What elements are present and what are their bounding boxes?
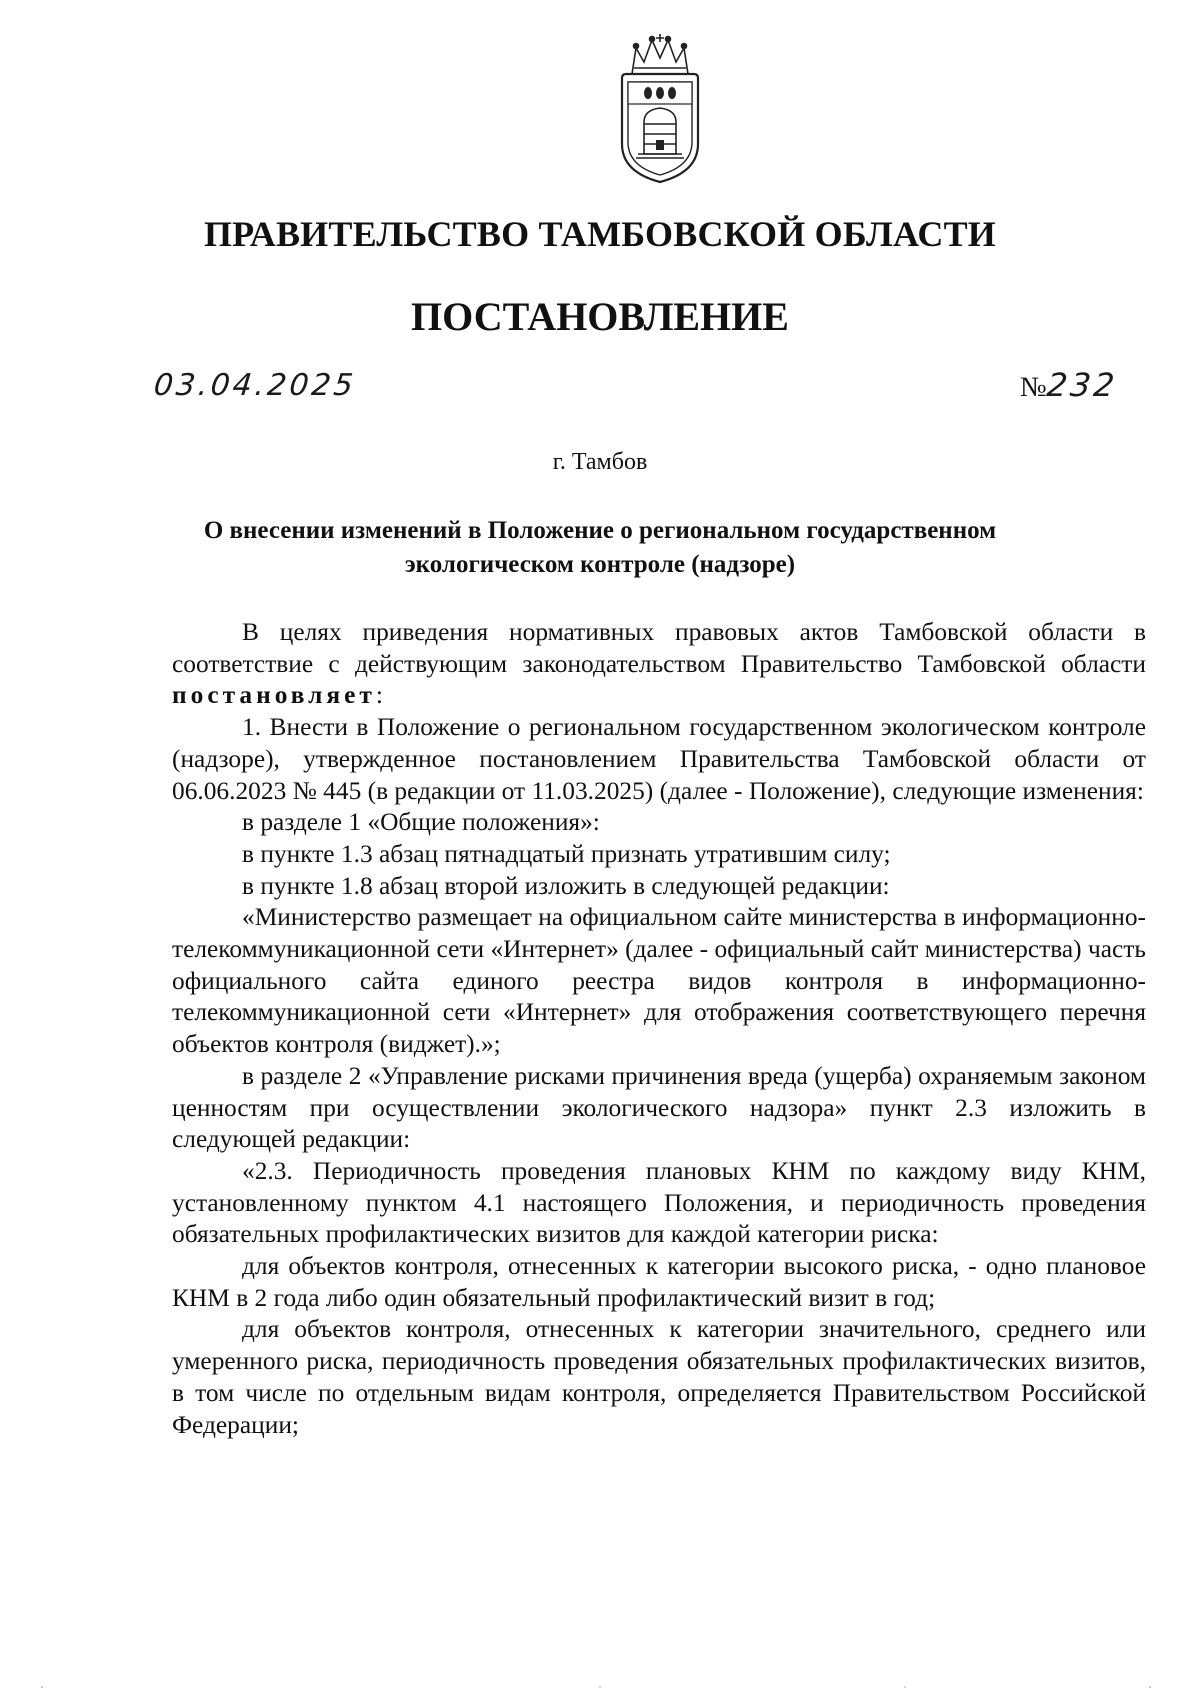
paragraph-text: В целях приведения нормативных правовых актов Тамбовской области в соответствие с действующим законодательством Правительство Тамбовской области xyxy=(172,618,1146,678)
paragraph-text: : xyxy=(375,681,383,710)
government-title: ПРАВИТЕЛЬСТВО ТАМБОВСКОЙ ОБЛАСТИ xyxy=(203,214,997,254)
resolution-verb: постановляет xyxy=(172,681,376,710)
paragraph xyxy=(172,617,1146,712)
paragraph: для объектов контроля, отнесенных к категории высокого риска, - одно плановое КНМ в 2 года либо один обязательный профилактический визит в год; xyxy=(172,1252,1146,1312)
paragraph: «2.3. Периодичность проведения плановых КНМ по каждому виду КНМ, установленному пунктом 4.1 настоящего Положения, и периодичность проведения обязательных профилактических визитов для каждой категории риска: xyxy=(172,1156,1146,1249)
paragraph: в пункте 1.8 абзац второй изложить в следующей редакции: xyxy=(242,871,890,900)
paragraph: в разделе 1 «Общие положения»: xyxy=(242,808,600,837)
coat-of-arms-icon xyxy=(612,34,708,184)
document-type: ПОСТАНОВЛЕНИЕ xyxy=(411,294,789,339)
number-sign: № xyxy=(1020,372,1047,403)
subject-line-2: экологическом контроле (надзоре) xyxy=(404,551,796,578)
paragraph: «Министерство размещает на официальном сайте министерства в информационно-телекоммуникационной сети «Интернет» (далее - официальный сайт министерства) часть официального сайта единого реестра видов контроля в информационно-телекоммуникационной сети «Интернет» для отображения соответствующего перечня объектов контроля (виджет).»; xyxy=(172,903,1146,1059)
subject-line-1: О внесении изменений в Положение о региональном государственном xyxy=(203,517,997,544)
document-body xyxy=(172,617,1146,1441)
paragraph: в пункте 1.3 абзац пятнадцатый признать утратившим силу; xyxy=(242,839,891,868)
number-value: 232 xyxy=(1044,366,1119,404)
scan-edge-marks xyxy=(0,1684,1200,1690)
document-date: 03.04.2025 xyxy=(152,368,358,403)
city: г. Тамбов xyxy=(552,449,648,475)
paragraph: в разделе 2 «Управление рисками причинения вреда (ущерба) охраняемым законом ценностям при осуществлении экологического надзора» пункт 2.3 изложить в следующей редакции: xyxy=(172,1061,1146,1154)
document-subject xyxy=(200,514,1000,582)
paragraph: для объектов контроля, отнесенных к категории значительного, среднего или умеренного риска, периодичность проведения обязательных профилактических визитов, в том числе по отдельным видам контроля, определяется Правительством Российской Федерации; xyxy=(172,1315,1146,1439)
paragraph: 1. Внести в Положение о региональном государственном экологическом контроле (надзоре), утвержденное постановлением Правительства Тамбовской области от 06.06.2023 № 445 (в редакции от 11.03.2025) (далее - Положение), следующие изменения: xyxy=(172,713,1146,805)
document-number xyxy=(1020,366,1117,404)
